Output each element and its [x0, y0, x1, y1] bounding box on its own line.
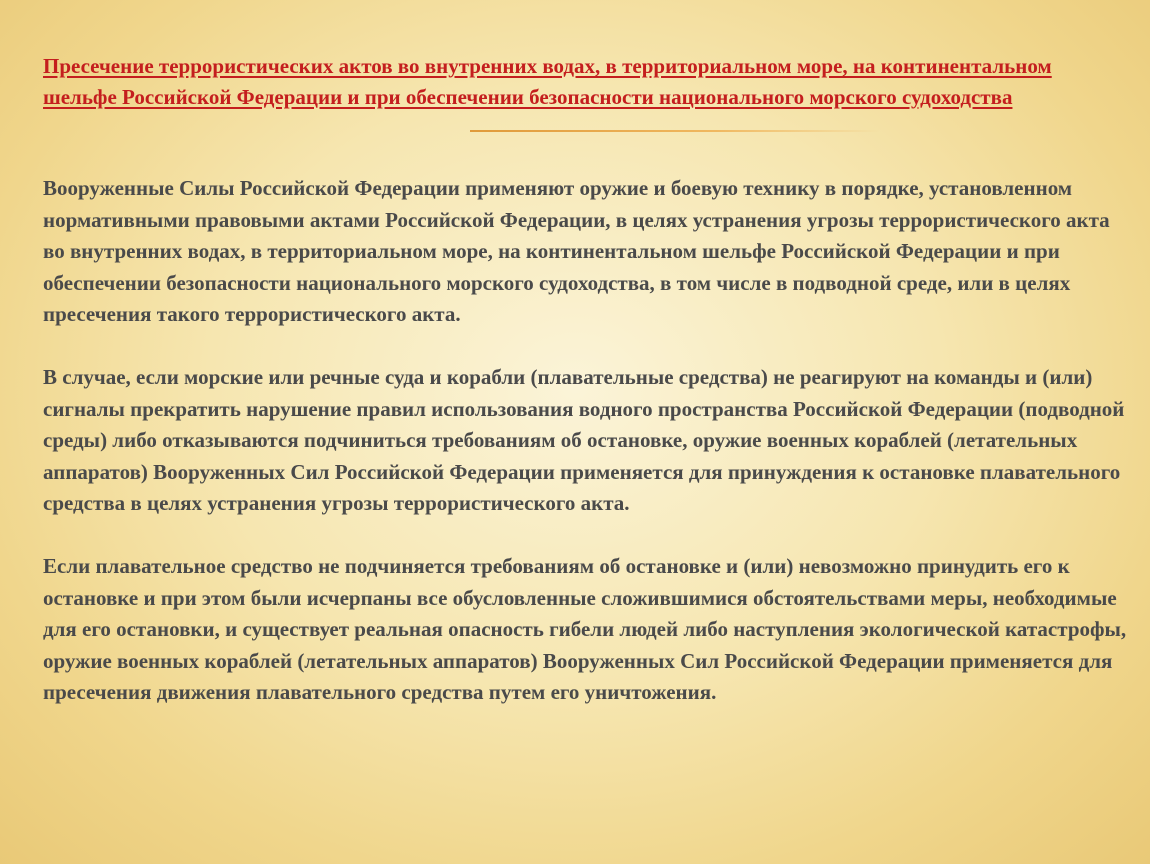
- slide-title: Пресечение террористических актов во внутренних водах, в территориальном море, на континентальном шельфе Российской Федерации и при обеспечении безопасности национального морского судоходства: [43, 54, 1052, 109]
- paragraph-1: Вооруженные Силы Российской Федерации применяют оружие и боевую технику в порядке, установленном нормативными правовыми актами Российской Федерации, в целях устранения угрозы террористического акта во внутренних водах, в территориальном море, на континентальном шельфе Российской Федерации и при обеспечении безопасности национального морского судоходства, в том числе в подводной среде, или в целях пресечения такого террористического акта.: [43, 176, 1110, 326]
- paragraph-3: Если плавательное средство не подчиняется требованиям об остановке и (или) невозможно принудить его к остановке и при этом были исчерпаны все обусловленные сложившимися обстоятельствами меры, необходимые для его остановки, и существует реальная опасность гибели людей либо наступления экологической катастрофы, оружие военных кораблей (летательных аппаратов) Вооруженных Сил Российской Федерации применяется для пресечения движения плавательного средства путем его уничтожения.: [43, 554, 1127, 704]
- paragraph-2: В случае, если морские или речные суда и корабли (плавательные средства) не реагируют на команды и (или) сигналы прекратить нарушение правил использования водного пространства Российской Федерации (подводной среды) либо отказываются подчиниться требованиям об остановке, оружие военных кораблей (летательных аппаратов) Вооруженных Сил Российской Федерации применяется для принуждения к остановке плавательного средства в целях устранения угрозы террористического акта.: [43, 365, 1125, 515]
- slide-body: [43, 173, 1128, 709]
- title-accent-rule: [470, 130, 880, 132]
